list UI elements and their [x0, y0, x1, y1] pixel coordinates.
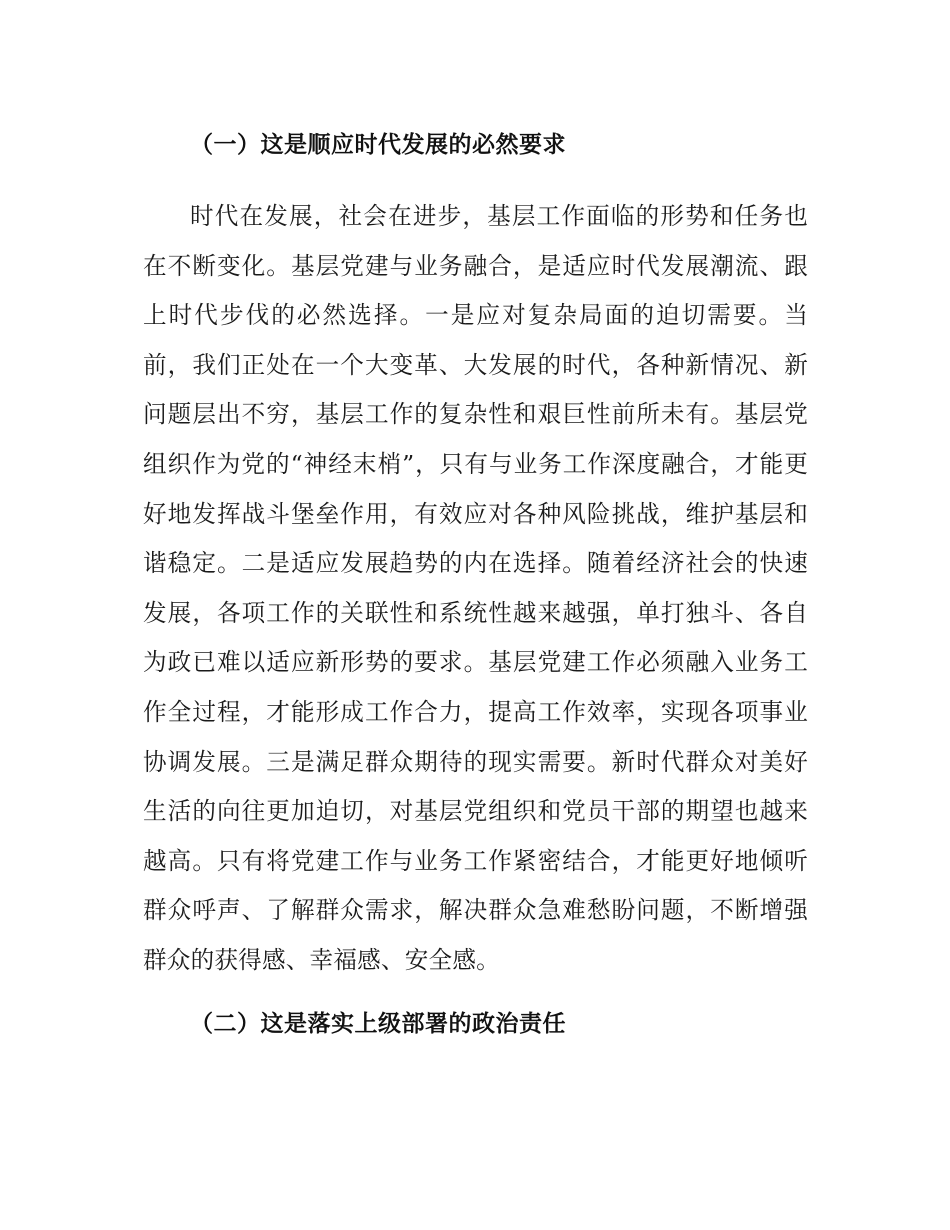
body-paragraph: 时代在发展，社会在进步，基层工作面临的形势和任务也在不断变化。基层党建与业务融合，是适应时代发展潮流、跟上时代步伐的必然选择。一是应对复杂局面的迫切需要。当前，我们正处在一个大变革、大发展的时代，各种新情况、新问题层出不穷，基层工作的复杂性和艰巨性前所未有。基层党组织作为党的“神经末梢”，只有与业务工作深度融合，才能更好地发挥战斗堡垒作用，有效应对各种风险挑战，维护基层和谐稳定。二是适应发展趋势的内在选择。随着经济社会的快速发展，各项工作的关联性和系统性越来越强，单打独斗、各自为政已难以适应新形势的要求。基层党建工作必须融入业务工作全过程，才能形成工作合力，提高工作效率，实现各项事业协调发展。三是满足群众期待的现实需要。新时代群众对美好生活的向往更加迫切，对基层党组织和党员干部的期望也越来越高。只有将党建工作与业务工作紧密结合，才能更好地倾听群众呼声、了解群众需求，解决群众急难愁盼问题，不断增强群众的获得感、幸福感、安全感。: [143, 202, 808, 974]
section-heading-1: （一）这是顺应时代发展的必然要求: [190, 132, 566, 158]
section-heading-2: （二）这是落实上级部署的政治责任: [190, 1011, 566, 1037]
